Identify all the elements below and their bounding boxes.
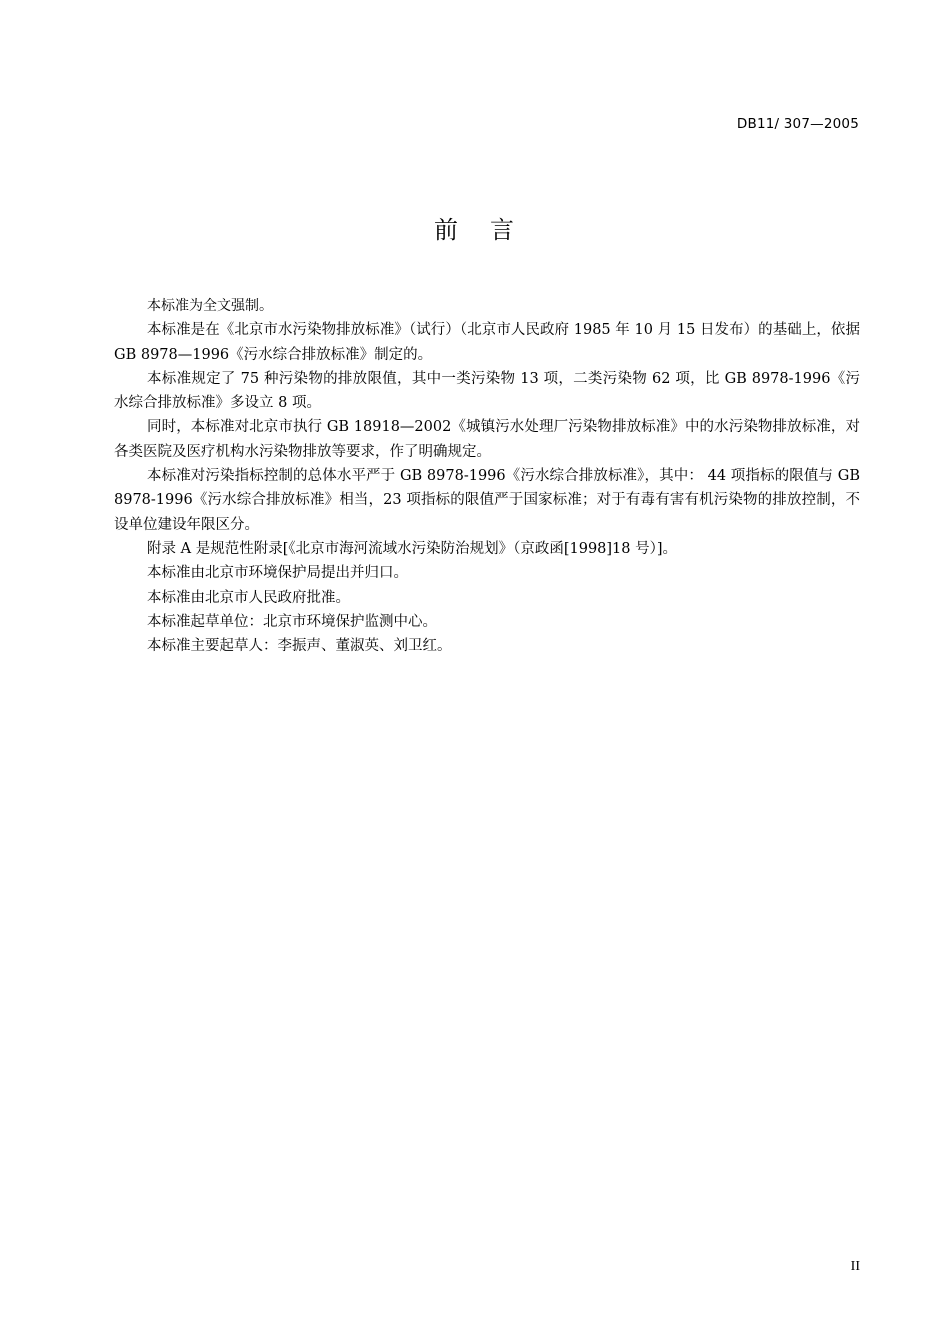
page-title-char-2: 言 bbox=[490, 216, 516, 244]
paragraph-control-level: 本标准对污染指标控制的总体水平严于 GB 8978-1996《污水综合排放标准》，其中： 44 项指标的限值与 GB 8978-1996《污水综合排放标准》相当，23 项指标的限值严于国家标准；对于有毒有害有机污染物的排放控制，不设单位建设年限区分。 bbox=[114, 468, 860, 533]
page-number: II bbox=[850, 1259, 860, 1274]
page-title bbox=[0, 210, 950, 245]
paragraph-wastewater-plants: 同时，本标准对北京市执行 GB 18918—2002《城镇污水处理厂污染物排放标准》中的水污染物排放标准，对各类医院及医疗机构水污染物排放等要求，作了明确规定。 bbox=[114, 419, 860, 460]
paragraph-approved-by: 本标准由北京市人民政府批准。 bbox=[147, 589, 350, 606]
paragraph-drafting-unit: 本标准起草单位：北京市环境保护监测中心。 bbox=[147, 613, 437, 630]
paragraph-mandatory-statement: 本标准为全文强制。 bbox=[147, 298, 273, 314]
paragraph-appendix: 附录 A 是规范性附录[《北京市海河流域水污染防治规划》（京政函[1998]18 号）]。 bbox=[147, 540, 678, 557]
paragraph-proposed-by: 本标准由北京市环境保护局提出并归口。 bbox=[147, 565, 408, 582]
foreword-body bbox=[114, 294, 860, 658]
paragraph-pollutant-limits: 本标准规定了 75 种污染物的排放限值，其中一类污染物 13 项，二类污染物 62 项，比 GB 8978-1996《污水综合排放标准》多设立 8 项。 bbox=[114, 370, 860, 412]
page-title-char-1: 前 bbox=[434, 216, 460, 244]
paragraph-basis: 本标准是在《北京市水污染物排放标准》（试行）（北京市人民政府 1985 年 10 月 15 日发布）的基础上，依据 GB 8978—1996《污水综合排放标准》制定的。 bbox=[114, 322, 860, 363]
document-code: DB11/ 307—2005 bbox=[736, 116, 859, 132]
paragraph-drafters: 本标准主要起草人：李振声、董淑英、刘卫红。 bbox=[147, 638, 452, 655]
